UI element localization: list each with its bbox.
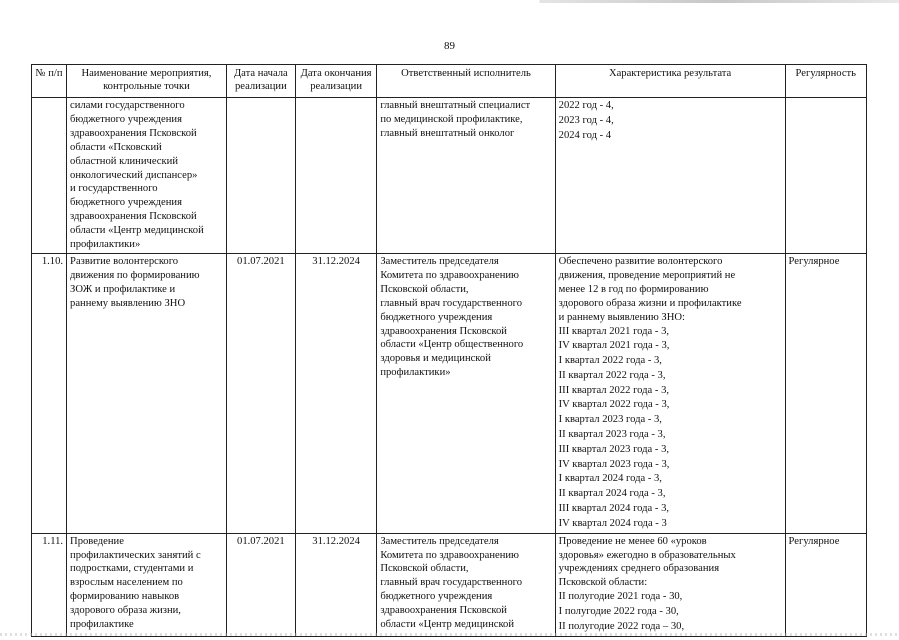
row-responsible — [377, 98, 555, 254]
header-result: Характеристика результата — [555, 65, 785, 98]
name-line: бюджетного учреждения — [70, 197, 182, 209]
table-row — [32, 533, 867, 636]
result-line: IV квартал 2022 года - 3, — [558, 399, 670, 411]
result-line: 2023 год - 4, — [558, 114, 614, 126]
row-regularity: Регулярное — [785, 533, 866, 636]
name-line: раннему выявлению ЗНО — [70, 297, 186, 309]
header-start-date: Дата начала реализации — [226, 65, 295, 98]
responsible-line: по медицинской профилактике, — [380, 113, 523, 125]
result-line: III квартал 2022 года - 3, — [558, 384, 670, 396]
result-intro-line: Обеспечено развитие волонтерского — [558, 255, 723, 267]
row-name — [67, 533, 227, 636]
name-line: онкологический диспансер» — [70, 169, 198, 181]
result-line: II квартал 2023 года - 3, — [558, 429, 666, 441]
name-line: профилактики» — [70, 239, 141, 251]
result-line: I полугодие 2022 года - 30, — [558, 606, 679, 618]
name-line: Развитие волонтерского — [70, 255, 179, 267]
page-number: 89 — [444, 40, 455, 52]
scan-edge-bottom — [0, 633, 899, 636]
result-intro-line: здоровья» ежегодно в образовательных — [558, 549, 736, 561]
name-line: формированию навыков — [70, 591, 180, 603]
result-line: II квартал 2024 года - 3, — [558, 488, 666, 500]
table-row — [32, 98, 867, 254]
row-end-date: 31.12.2024 — [295, 533, 376, 636]
responsible-line: бюджетного учреждения — [380, 311, 493, 323]
result-intro-line: Проведение не менее 60 «уроков — [558, 535, 707, 547]
result-line: IV квартал 2021 года - 3, — [558, 340, 670, 352]
name-line: здорового образа жизни, — [70, 605, 181, 617]
responsible-line: главный внештатный онколог — [380, 127, 515, 139]
responsible-line: Псковской области, — [380, 563, 469, 575]
result-line: III квартал 2023 года - 3, — [558, 443, 670, 455]
name-line: подростками, студентами и — [70, 563, 194, 575]
name-line: силами государственного — [70, 100, 185, 111]
row-regularity — [785, 98, 866, 254]
responsible-line: профилактики» — [380, 367, 451, 379]
result-line: 2024 год - 4 — [558, 129, 612, 141]
result-line: I квартал 2024 года - 3, — [558, 473, 662, 485]
row-number: 1.11. — [32, 533, 67, 636]
result-intro-line: движения, проведение мероприятий не — [558, 269, 736, 281]
row-responsible — [377, 253, 555, 533]
responsible-line: Комитета по здравоохранению — [380, 549, 519, 561]
name-line: здравоохранения Псковской — [70, 211, 197, 223]
result-line: II квартал 2022 года - 3, — [558, 369, 666, 381]
row-start-date — [226, 98, 295, 254]
result-line: III квартал 2024 года - 3, — [558, 503, 670, 515]
responsible-line: бюджетного учреждения — [380, 591, 493, 603]
scan-edge-top — [0, 0, 899, 3]
name-line: профилактике — [70, 619, 134, 631]
name-line: бюджетного учреждения — [70, 113, 182, 125]
responsible-line: здравоохранения Псковской — [380, 605, 507, 617]
result-line: II полугодие 2022 года – 30, — [558, 620, 685, 632]
name-line: областной клинический — [70, 155, 178, 167]
name-line: ЗОЖ и профилактике и — [70, 283, 176, 295]
responsible-line: главный внештатный специалист — [380, 100, 531, 111]
row-responsible — [377, 533, 555, 636]
header-number: № п/п — [32, 65, 67, 98]
activities-table — [31, 64, 867, 637]
result-intro-line: и раннему выявлению ЗНО: — [558, 311, 685, 323]
row-end-date — [295, 98, 376, 254]
result-line: I квартал 2022 года - 3, — [558, 355, 662, 367]
responsible-line: главный врач государственного — [380, 297, 522, 309]
row-result — [555, 533, 785, 636]
header-name: Наименование мероприятия, контрольные точки — [67, 65, 227, 98]
responsible-line: главный врач государственного — [380, 577, 522, 589]
header-regularity: Регулярность — [785, 65, 866, 98]
header-end-date: Дата окончания реализации — [295, 65, 376, 98]
row-start-date: 01.07.2021 — [226, 253, 295, 533]
row-number: 1.10. — [32, 253, 67, 533]
name-line: движения по формированию — [70, 269, 200, 281]
name-line: профилактических занятий с — [70, 549, 201, 561]
result-line: I квартал 2023 года - 3, — [558, 414, 662, 426]
name-line: взрослым населением по — [70, 577, 183, 589]
responsible-line: здравоохранения Псковской — [380, 325, 507, 337]
responsible-line: Комитета по здравоохранению — [380, 269, 519, 281]
result-line: IV квартал 2023 года - 3, — [558, 458, 670, 470]
row-end-date: 31.12.2024 — [295, 253, 376, 533]
row-name — [67, 98, 227, 254]
result-intro-line: менее 12 в год по формированию — [558, 283, 709, 295]
name-line: Проведение — [70, 535, 124, 547]
row-result — [555, 98, 785, 254]
result-line: III квартал 2021 года - 3, — [558, 325, 670, 337]
table-row — [32, 253, 867, 533]
responsible-line: Псковской области, — [380, 283, 469, 295]
result-line: 2022 год - 4, — [558, 100, 614, 111]
result-line: IV квартал 2024 года - 3 — [558, 517, 667, 529]
responsible-line: здоровья и медицинской — [380, 353, 491, 365]
name-line: и государственного — [70, 183, 158, 195]
name-line: области «Псковский — [70, 141, 162, 153]
table-header-row — [32, 65, 867, 98]
result-intro-line: Псковской области: — [558, 577, 648, 589]
result-line: II полугодие 2021 года - 30, — [558, 591, 683, 603]
header-responsible: Ответственный исполнитель — [377, 65, 555, 98]
row-regularity: Регулярное — [785, 253, 866, 533]
row-result — [555, 253, 785, 533]
row-number — [32, 98, 67, 254]
name-line: здравоохранения Псковской — [70, 127, 197, 139]
responsible-line: Заместитель председателя — [380, 535, 499, 547]
responsible-line: области «Центр медицинской — [380, 619, 515, 631]
responsible-line: Заместитель председателя — [380, 255, 499, 267]
result-intro-line: здорового образа жизни и профилактике — [558, 297, 742, 309]
responsible-line: области «Центр общественного — [380, 339, 524, 351]
row-start-date: 01.07.2021 — [226, 533, 295, 636]
row-name — [67, 253, 227, 533]
result-intro-line: учреждениях среднего образования — [558, 563, 720, 575]
name-line: области «Центр медицинской — [70, 225, 204, 237]
